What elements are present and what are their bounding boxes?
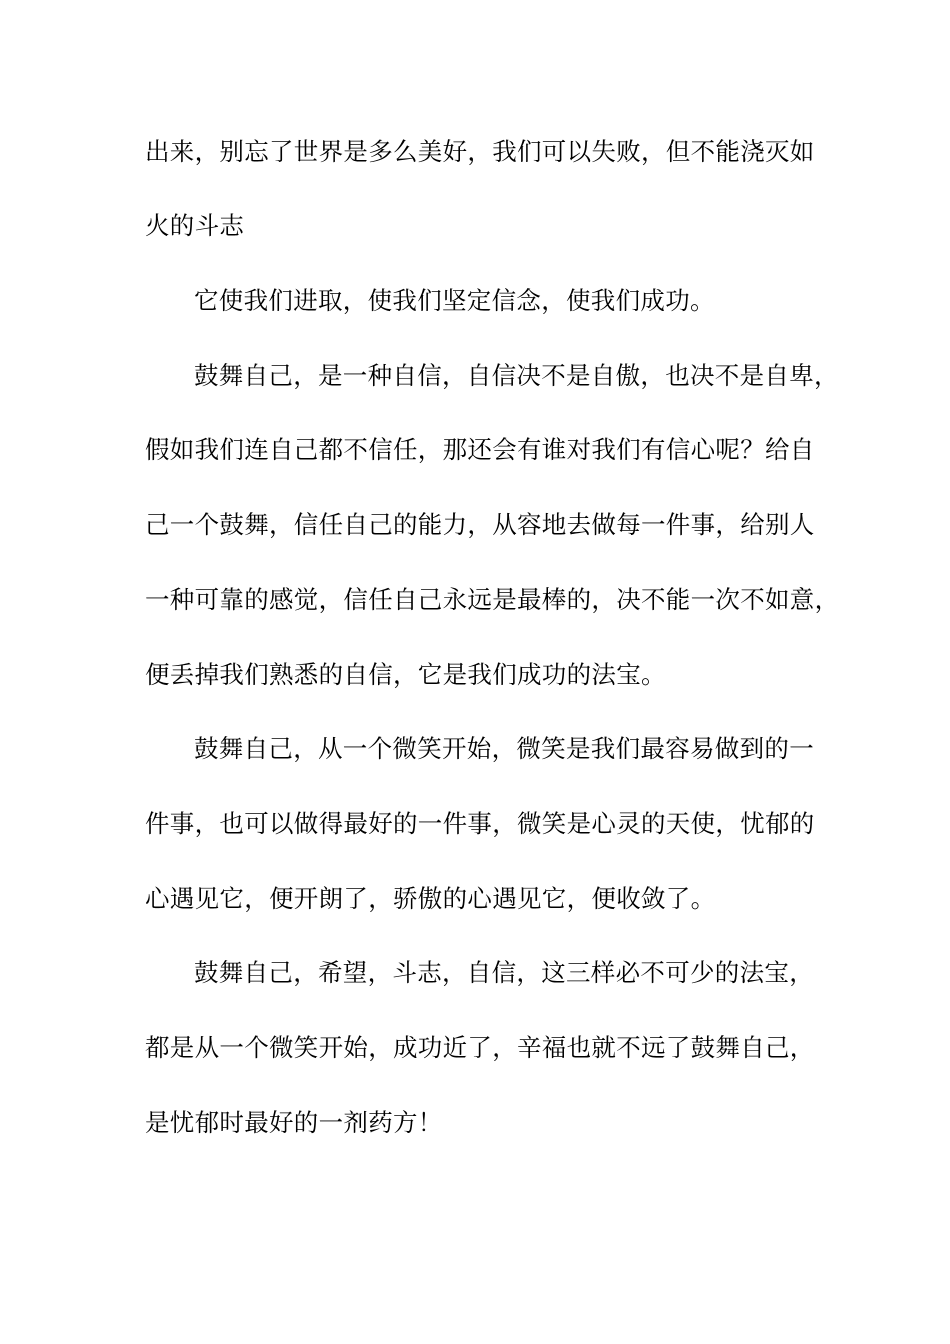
paragraph-start-line: 鼓舞自己，希望，斗志，自信，这三样必不可少的法宝， [194,958,814,987]
text-line: 是忧郁时最好的一剂药方！ [145,1108,443,1137]
paragraph-start-line: 鼓舞自己，从一个微笑开始，微笑是我们最容易做到的一 [194,734,814,763]
text-line: 己一个鼓舞，信任自己的能力，从容地去做每一件事，给别人 [145,510,815,539]
text-line: 火的斗志 [145,211,245,240]
text-line: 件事，也可以做得最好的一件事，微笑是心灵的天使，忧郁的 [145,809,815,838]
text-line: 心遇见它，便开朗了，骄傲的心遇见它，便收敛了。 [145,884,716,913]
text-line: 一种可靠的感觉，信任自己永远是最棒的，决不能一次不如意， [145,585,840,614]
text-line: 都是从一个微笑开始，成功近了，辛福也就不远了鼓舞自己， [145,1033,815,1062]
text-line: 假如我们连自己都不信任，那还会有谁对我们有信心呢？给自 [145,435,815,464]
text-line: 出来，别忘了世界是多么美好，我们可以失败，但不能浇灭如 [145,137,815,166]
paragraph-start-line: 鼓舞自己，是一种自信，自信决不是自傲，也决不是自卑， [194,361,839,390]
text-line: 便丢掉我们熟悉的自信，它是我们成功的法宝。 [145,660,666,689]
paragraph-start-line: 它使我们进取，使我们坚定信念，使我们成功。 [194,286,715,315]
